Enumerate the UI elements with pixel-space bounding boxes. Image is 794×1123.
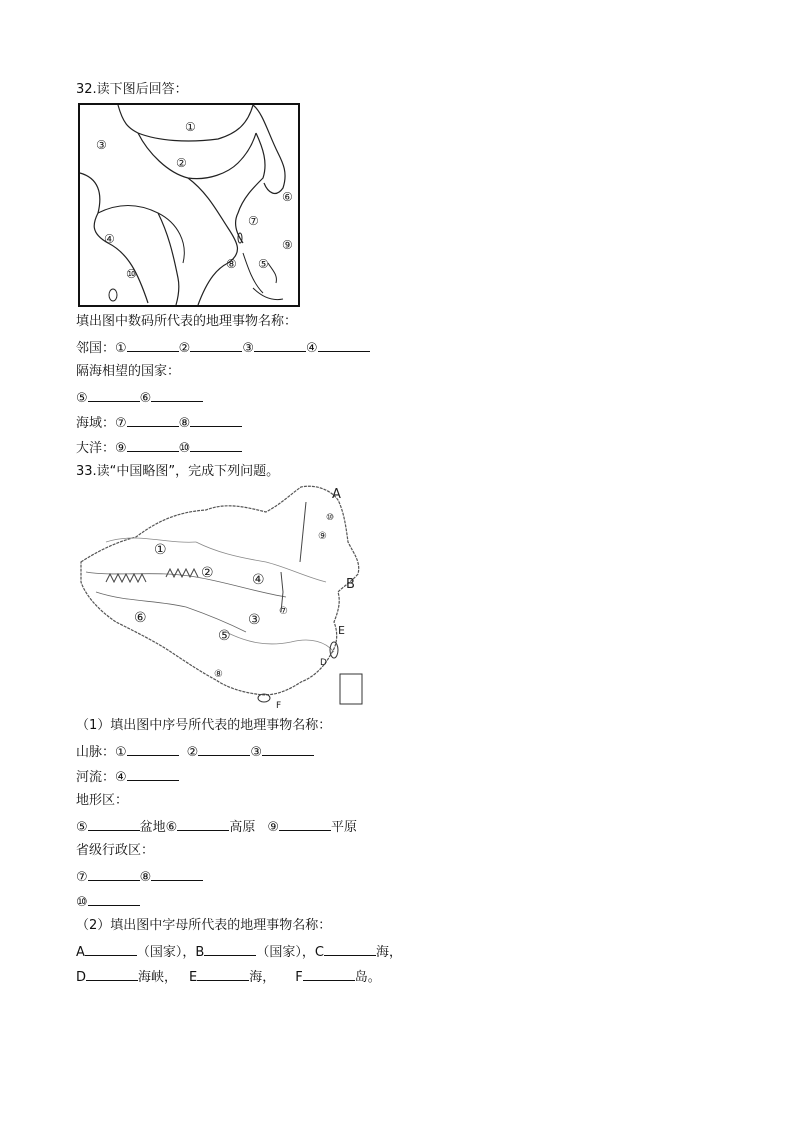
num-3: ③ — [242, 341, 254, 356]
plain-suffix: 平原 — [331, 820, 358, 835]
map2-label-8: ⑧ — [214, 669, 223, 680]
q33-title: 33.读“中国略图”，完成下列问题。 — [76, 464, 280, 479]
num-6: ⑥ — [139, 391, 152, 406]
mountains-label: 山脉： — [76, 745, 116, 760]
letter-a: A — [76, 945, 85, 960]
q32-neighbors-line — [76, 339, 370, 357]
oceans-label: 大洋： — [76, 441, 116, 456]
map1-label-1: ① — [185, 120, 196, 134]
map1-label-9: ⑨ — [282, 238, 293, 252]
island-suffix: 岛。 — [354, 970, 381, 985]
map2-letter-d: D — [320, 658, 327, 668]
map1-label-8: ⑧ — [226, 257, 237, 271]
map2-label-10: ⑩ — [326, 513, 335, 523]
q33-part1-instruction: （1）填出图中序号所代表的地理事物名称： — [76, 718, 332, 733]
m-num-1: ① — [115, 745, 127, 760]
plateau-suffix: 高原 — [229, 820, 256, 835]
num-7: ⑦ — [115, 416, 127, 431]
answer-blank-2[interactable] — [190, 339, 242, 352]
map2-letter-f: F — [276, 701, 282, 710]
terrain-blank-5[interactable] — [88, 818, 140, 831]
country-suffix-2: （国家）， — [256, 945, 315, 960]
map1-label-2: ② — [176, 156, 187, 170]
mountain-blank-2[interactable] — [198, 743, 250, 756]
q32-oceans-line — [76, 439, 242, 457]
t-num-5: ⑤ — [76, 820, 88, 835]
map1-label-6: ⑥ — [282, 190, 293, 204]
r-num-4: ④ — [115, 770, 127, 785]
q32-seas-line — [76, 414, 242, 432]
map2-letter-e: E — [338, 624, 345, 637]
num-4: ④ — [305, 341, 318, 356]
map1-label-10: ⑩ — [126, 267, 137, 281]
answer-blank-5[interactable] — [88, 389, 140, 402]
t-num-6: ⑥ — [165, 820, 178, 835]
p-num-10: ⑩ — [76, 895, 88, 910]
map1-label-3: ③ — [96, 138, 107, 152]
terrain-label: 地形区： — [76, 793, 129, 808]
neighbors-label: 邻国： — [76, 341, 116, 356]
answer-blank-3[interactable] — [254, 339, 306, 352]
p-num-8: ⑧ — [139, 870, 152, 885]
letter-e: E — [189, 970, 198, 985]
q33-letters-line-1 — [76, 943, 402, 961]
strait-suffix: 海峡， — [138, 970, 178, 985]
seas-label: 海域： — [76, 416, 116, 431]
asia-map — [78, 103, 300, 307]
letter-b: B — [195, 945, 205, 960]
num-2: ② — [178, 341, 191, 356]
province-label: 省级行政区： — [76, 843, 155, 858]
letter-blank-e[interactable] — [197, 968, 249, 981]
q32-title: 32.读下图后回答： — [76, 82, 188, 97]
mountain-blank-1[interactable] — [127, 743, 179, 756]
map2-label-9: ⑨ — [318, 531, 327, 542]
china-map — [76, 482, 366, 710]
map2-label-1: ① — [154, 542, 167, 558]
m-num-2: ② — [186, 745, 199, 760]
letter-blank-b[interactable] — [204, 943, 256, 956]
answer-blank-6[interactable] — [151, 389, 203, 402]
q33-terrain-line — [76, 818, 357, 836]
map1-label-4: ④ — [104, 232, 115, 246]
num-5: ⑤ — [76, 391, 88, 406]
letter-d: D — [76, 970, 87, 985]
num-8: ⑧ — [178, 416, 191, 431]
answer-blank-4[interactable] — [318, 339, 370, 352]
q33-mountains-line — [76, 743, 314, 761]
map2-label-7: ⑦ — [279, 606, 288, 617]
num-10: ⑩ — [178, 441, 191, 456]
map2-letter-a: A — [332, 487, 341, 502]
answer-blank-8[interactable] — [190, 414, 242, 427]
sea-suffix-2: 海， — [249, 970, 276, 985]
letter-blank-d[interactable] — [86, 968, 138, 981]
p-num-7: ⑦ — [76, 870, 88, 885]
letter-blank-f[interactable] — [303, 968, 355, 981]
country-suffix-1: （国家）， — [136, 945, 196, 960]
province-blank-7[interactable] — [88, 868, 140, 881]
answer-blank-9[interactable] — [127, 439, 179, 452]
answer-blank-1[interactable] — [127, 339, 179, 352]
map2-label-2: ② — [201, 565, 214, 581]
q33-province-line-2 — [76, 893, 140, 911]
map2-letter-b: B — [346, 577, 355, 592]
terrain-blank-9[interactable] — [279, 818, 331, 831]
sea-suffix-1: 海， — [375, 945, 402, 960]
province-blank-8[interactable] — [151, 868, 203, 881]
map1-label-7: ⑦ — [248, 214, 259, 228]
map2-label-4: ④ — [252, 572, 265, 588]
num-9: ⑨ — [115, 441, 127, 456]
m-num-3: ③ — [250, 745, 262, 760]
q33-rivers-line — [76, 768, 179, 786]
basin-suffix: 盆地 — [139, 820, 166, 835]
map2-label-3: ③ — [248, 612, 261, 628]
map2-label-6: ⑥ — [134, 610, 147, 626]
terrain-blank-6[interactable] — [177, 818, 229, 831]
q32-instruction: 填出图中数码所代表的地理事物名称： — [76, 314, 298, 329]
q32-sea-countries-line — [76, 389, 203, 407]
river-blank-4[interactable] — [127, 768, 179, 781]
q33-letters-line-2 — [76, 968, 381, 986]
num-1: ① — [115, 341, 127, 356]
letter-blank-a[interactable] — [85, 943, 137, 956]
letter-c: C — [314, 945, 324, 960]
rivers-label: 河流： — [76, 770, 116, 785]
sea-countries-label: 隔海相望的国家： — [76, 364, 181, 379]
answer-blank-10[interactable] — [190, 439, 242, 452]
letter-blank-c[interactable] — [324, 943, 376, 956]
map2-label-5: ⑤ — [218, 628, 231, 644]
q33-province-line — [76, 868, 203, 886]
q33-part2-instruction: （2）填出图中字母所代表的地理事物名称： — [76, 918, 332, 933]
answer-blank-7[interactable] — [127, 414, 179, 427]
province-blank-10[interactable] — [88, 893, 140, 906]
letter-f: F — [295, 970, 303, 985]
map1-label-5: ⑤ — [258, 257, 269, 271]
t-num-9: ⑨ — [267, 820, 279, 835]
mountain-blank-3[interactable] — [262, 743, 314, 756]
